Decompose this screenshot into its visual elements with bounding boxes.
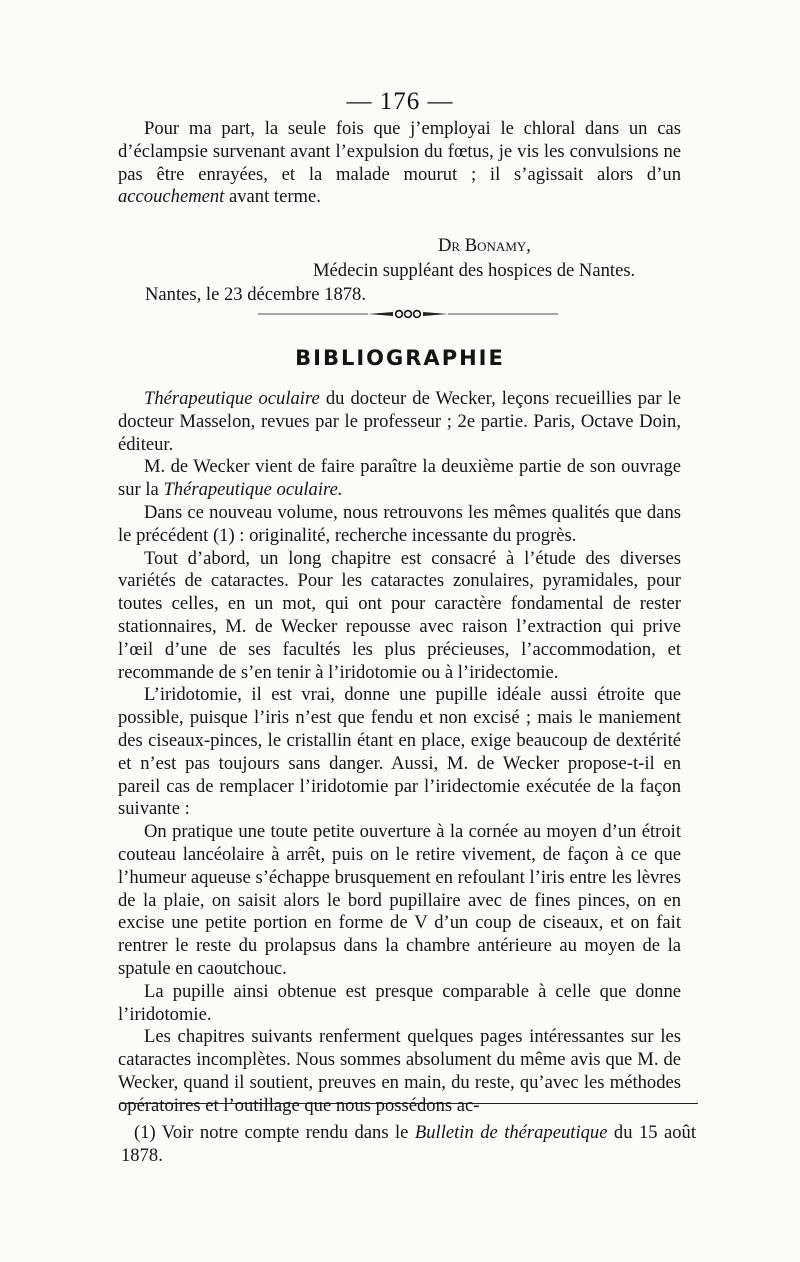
italic-text: accouchement xyxy=(118,186,225,208)
bibliography-paragraph: Les chapitres suivants renferment quelques pages intéressantes sur les cataractes incomplètes. Nous sommes absolument du même avis que M. de Wecker, quand il soutient, preuves en main, du reste, qu’avec les méthodes opératoires et l’outillage que nous possédons ac- xyxy=(118,1026,681,1116)
footnote-rule xyxy=(120,1103,698,1104)
bibliography-paragraph: Tout d’abord, un long chapitre est consacré à l’étude des diverses variétés de cataractes. Pour les cataractes zonulaires, pyramidales, pour toutes celles, en un mot, qui ont pour caractère fondamental de rester stationnaires, M. de Wecker repousse avec raison l’extraction qui prive l’œil d’une de ses facultés les plus précieuses, l’accommodation, et recommande de s’en tenir à l’iridotomie ou à l’iridectomie. xyxy=(118,547,681,683)
bibliography-paragraph: L’iridotomie, il est vrai, donne une pupille idéale aussi étroite que possible, puisque l’iris n’est que fendu et non excisé ; mais le maniement des ciseaux-pinces, le cristallin étant en place, exige beaucoup de dextérité et n’est pas toujours sans danger. Aussi, M. de Wecker propose-t-il en pareil cas de remplacer l’iridotomie par l’iridectomie exécutée de la façon suivante : xyxy=(118,684,681,820)
date-line: Nantes, le 23 décembre 1878. xyxy=(145,284,366,305)
signature-name: Dr Bonamy, xyxy=(438,235,531,256)
footnote xyxy=(121,1121,696,1167)
bibliography-paragraph: On pratique une toute petite ouverture à la cornée au moyen d’un étroit couteau lancéolaire à arrêt, puis on le retire vivement, de façon à ce que l’humeur aqueuse s’échappe brusquement en refoulant l’iris entre les lèvres de la plaie, on saisit alors le bord pupillaire avec de fines pinces, on en excise une petite portion en forme de V d’un coup de ciseaux, et on fait rentrer le reste du prolapsus dans la chambre antérieure au moyen de la spatule en caoutchouc. xyxy=(118,821,681,979)
bibliography-paragraph: Dans ce nouveau volume, nous retrouvons les mêmes qualités que dans le précédent (1) : originalité, recherche incessante du progrès. xyxy=(118,501,681,546)
page-number: — 176 — xyxy=(346,88,454,115)
bibliography-paragraph: La pupille ainsi obtenue est presque comparable à celle que donne l’iridotomie. xyxy=(118,980,681,1025)
italic-text: Bulletin de thérapeutique xyxy=(414,1122,608,1143)
section-title: BIBLIOGRAPHIE xyxy=(295,346,505,370)
signature-title: Médecin suppléant des hospices de Nantes. xyxy=(313,260,636,281)
italic-text: Thérapeutique oculaire xyxy=(144,388,320,409)
letter-text: Pour ma part, la seule fois que j’employai le chloral dans un cas d’éclampsie survenant avant l’expulsion du fœtus, je vis les convulsions ne pas être enrayées, et la malade mourut ; il s’agissait alors d’un accouchement avant terme. xyxy=(118,118,681,208)
ornamental-divider xyxy=(258,304,558,324)
bibliography-paragraph: Thérapeutique oculaire du docteur de Wecker, leçons recueillies par le docteur Masselon, revues par le professeur ; 2e partie. Paris, Octave Doin, éditeur. xyxy=(118,388,681,455)
letter-paragraph xyxy=(118,118,681,209)
footnote-text: (1) Voir notre compte rendu dans le Bulletin de thérapeutique du 15 août 1878. xyxy=(121,1122,696,1166)
bibliography-body xyxy=(118,388,681,1118)
italic-text: Thérapeutique oculaire. xyxy=(163,479,343,501)
bibliography-paragraph: M. de Wecker vient de faire paraître la deuxième partie de son ouvrage sur la Thérapeutique oculaire. xyxy=(118,456,681,501)
